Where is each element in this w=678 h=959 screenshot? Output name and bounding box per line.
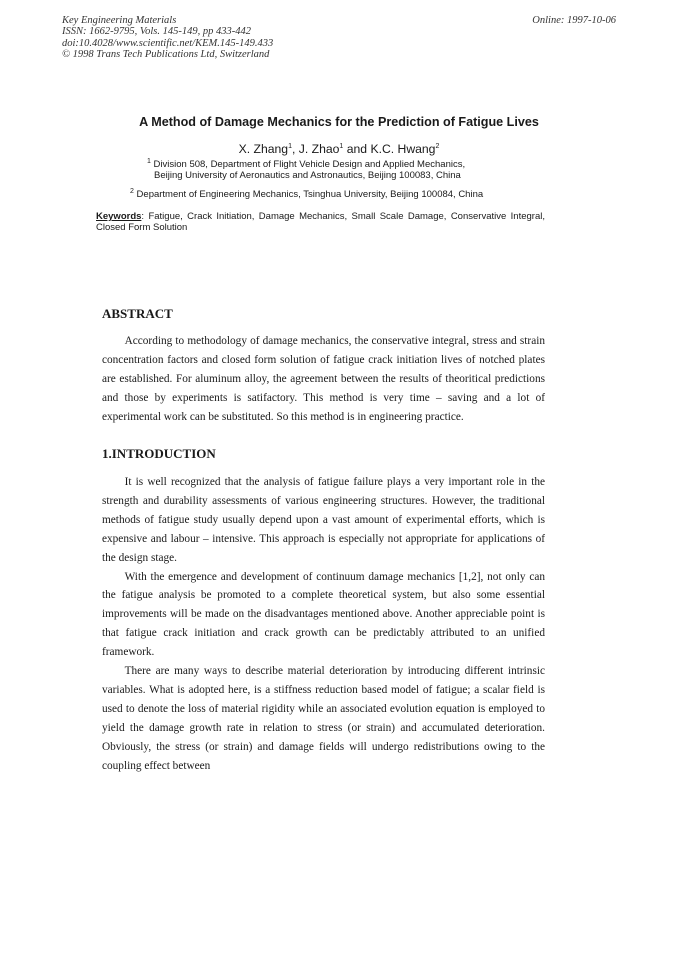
- affiliation-2: [130, 189, 483, 200]
- abstract-paragraph: According to methodology of damage mechanics, the conservative integral, stress and strain concentration factors and closed form solution of fatigue crack initiation lives of notched plates are established. For aluminum alloy, the agreement between the results of theoritical predictions and those by experiments is satifactory. This method is very time – saving and a lot of experimental work can be substituted. So this method is in engineering practice.: [102, 335, 545, 423]
- author-affiliation-mark: 1: [339, 142, 344, 150]
- affiliation-line: Beijing University of Aeronautics and Astronautics, Beijing 100083, China: [154, 170, 461, 182]
- author-name: J. Zhao: [298, 142, 340, 156]
- introduction-paragraph: There are many ways to describe material deterioration by introducing different intrinsic variables. What is adopted here, is a stiffness reduction based model of fatigue; a scalar field is used to denote the loss of material rigidity while an associated evolution equation is employed to yield the damage growth rate in relation to stress (or strain) and accumulated deterioration. Obviously, the stress (or strain) and damage fields will undergo redistributions owing to the coupling effect between: [102, 665, 545, 772]
- keywords: [96, 211, 545, 233]
- journal-name: Key Engineering Materials: [62, 15, 177, 26]
- affiliation-line: Division 508, Department of Flight Vehicle Design and Applied Mechanics,: [153, 159, 466, 170]
- abstract-body: [102, 332, 545, 427]
- copyright-line: © 1998 Trans Tech Publications Ltd, Switzerland: [62, 49, 270, 61]
- affiliation-mark: 2: [130, 187, 134, 195]
- keywords-label: Keywords: [96, 211, 142, 222]
- introduction-paragraph: With the emergence and development of continuum damage mechanics [1,2], not only can the fatigue analysis be promoted to a complete theoretical system, but also some essential improvements will be made on the disadvantages mentioned above. Another appreciable point is that fatigue crack initiation and crack growth can be predictably attributed to an unified framework.: [102, 570, 545, 659]
- online-date: Online: 1997-10-06: [532, 15, 616, 26]
- author-name: X. Zhang: [238, 142, 289, 156]
- introduction-heading: 1.INTRODUCTION: [102, 446, 216, 461]
- author-affiliation-mark: 2: [435, 142, 440, 150]
- introduction-body: [102, 473, 545, 776]
- affiliation-mark: 1: [147, 157, 151, 165]
- keywords-list: : Fatigue, Crack Initiation, Damage Mechanics, Small Scale Damage, Conservative Integral, Closed Form Solution: [96, 211, 545, 234]
- author-line: [0, 142, 678, 156]
- affiliation-line: Department of Engineering Mechanics, Tsinghua University, Beijing 100084, China: [136, 189, 484, 200]
- paper-title: A Method of Damage Mechanics for the Prediction of Fatigue Lives: [139, 115, 539, 129]
- journal-header: [62, 15, 273, 61]
- abstract-heading: ABSTRACT: [102, 306, 173, 321]
- author-separator: ,: [291, 142, 299, 156]
- introduction-paragraph: It is well recognized that the analysis of fatigue failure plays a very important role in the strength and durability assessments of various engineering structures. However, the traditional methods of fatigue study usually depend upon a vast amount of experimental efforts, which is expensive and labour – intensive. This approach is especially not appropriate for applications of the design stage.: [102, 476, 545, 564]
- author-separator: and: [343, 142, 371, 156]
- author-name: K.C. Hwang: [370, 142, 436, 156]
- issn-line: ISSN: 1662-9795, Vols. 145-149, pp 433-442: [62, 26, 251, 38]
- doi-line: doi:10.4028/www.scientific.net/KEM.145-149.433: [62, 37, 274, 49]
- author-affiliation-mark: 1: [288, 142, 292, 150]
- affiliation-1: [147, 159, 465, 181]
